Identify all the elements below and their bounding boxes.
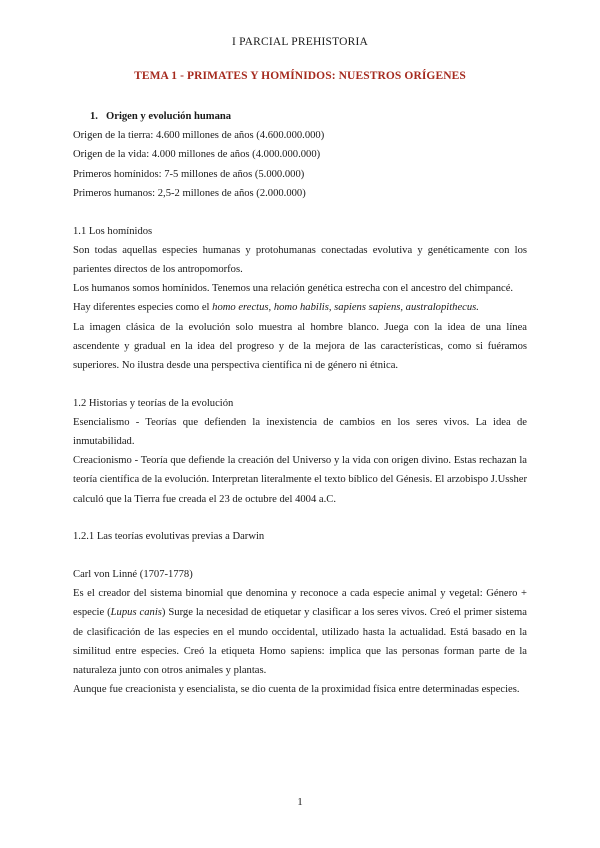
section-number: 1. (90, 111, 98, 122)
paragraph: La imagen clásica de la evolución solo muestra al hombre blanco. Juega con la idea de una línea ascendente y gradual en la idea del progreso y de la mejora de las características, como si fuéramos superiores. No ilustra desde una perspectiva científica ni de género ni étnica. (73, 321, 527, 371)
fact-line: Origen de la tierra: 4.600 millones de años (4.600.000.000) (73, 130, 325, 142)
paragraph (73, 584, 527, 680)
topic-title: TEMA 1 - PRIMATES Y HOMÍNIDOS: NUESTROS ORÍGENES (134, 70, 466, 82)
subsection-heading: 1.1 Los homínidos (73, 225, 153, 237)
document-body (73, 107, 527, 699)
subsection-heading: 1.2 Historias y teorías de la evolución (73, 397, 234, 409)
paragraph-text: Hay diferentes especies como el (73, 302, 213, 314)
fact-line: Primeros homínidos: 7-5 millones de años (5.000.000) (73, 168, 305, 180)
paragraph: Los humanos somos homínidos. Tenemos una relación genética estrecha con el ancestro del chimpancé. (73, 283, 514, 295)
subsection-heading: 1.2.1 Las teorías evolutivas previas a Darwin (73, 531, 265, 543)
person-heading: Carl von Linné (1707-1778) (73, 569, 193, 581)
fact-line: Primeros humanos: 2,5-2 millones de años (2.000.000) (73, 187, 306, 199)
paragraph: Aunque fue creacionista y esencialista, se dio cuenta de la proximidad física entre determinadas especies. (73, 684, 520, 696)
paragraph: Creacionismo - Teoría que defiende la creación del Universo y la vida con origen divino. Estas rechazan la teoría científica de la evolución. Interpretan literalmente el texto bíblico del Génesis. El arzobispo J.Ussher calculó que la Tierra fue creada el 23 de octubre del 4004 a.C. (73, 455, 527, 505)
paragraph-text: ) Surge la necesidad de etiquetar y clasificar a los seres vivos. Creó el primer sistema de clasificación de las especies en el mundo occidental, utilizado hasta la actualidad. Está basado en la similitud entre especies. Creó la etiqueta Homo sapiens: implica que las personas forman parte de la naturaleza junto con otros animales y plantas. (73, 607, 527, 677)
paragraph (73, 298, 527, 317)
paragraph: Esencialismo - Teorías que defienden la inexistencia de cambios en los seres vivos. La idea de inmutabilidad. (73, 416, 527, 448)
page-number: 1 (297, 796, 303, 808)
section-heading-text: Origen y evolución humana (106, 111, 232, 122)
species-list: homo erectus, homo habilis, sapiens sapiens, australopithecus. (212, 302, 479, 314)
section-heading (73, 107, 527, 126)
paragraph: Son todas aquellas especies humanas y protohumanas conectadas evolutiva y genéticamente con los parientes directos de los antropomorfos. (73, 244, 527, 275)
species-example: Lupus canis (110, 607, 162, 619)
fact-line: Origen de la vida: 4.000 millones de años (4.000.000.000) (73, 149, 321, 161)
document-title: I PARCIAL PREHISTORIA (231, 36, 369, 48)
paragraph-text: Es el creador del sistema binomial que denomina y reconoce a cada especie animal y vegetal: Género + especie ( (73, 588, 527, 619)
